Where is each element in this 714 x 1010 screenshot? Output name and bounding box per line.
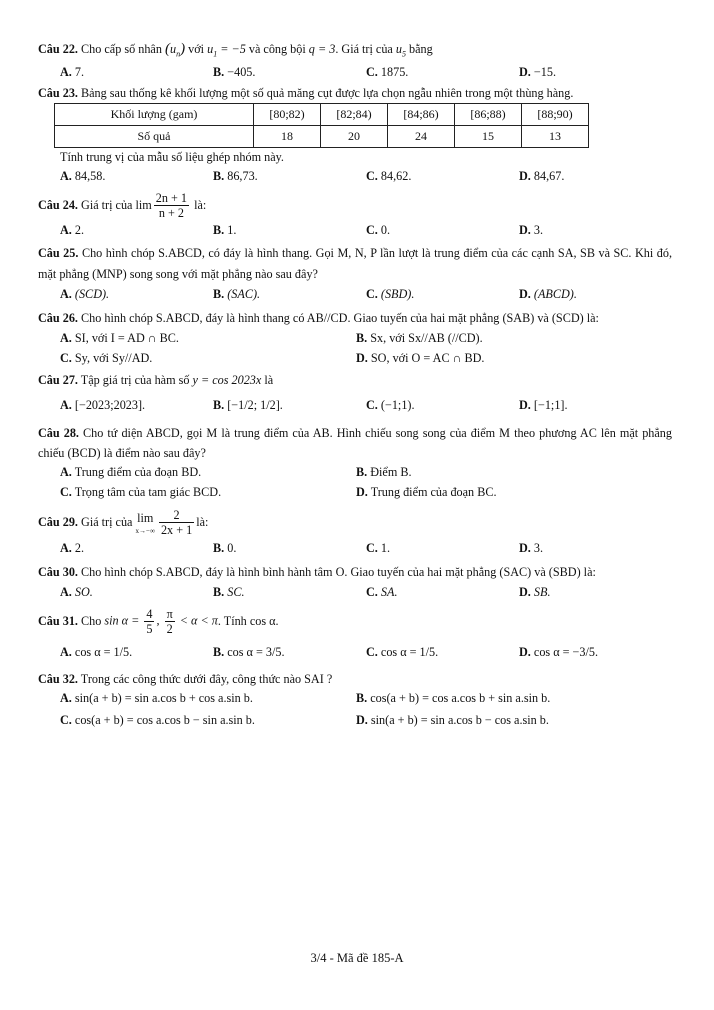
limit-operator: lim x→−∞ xyxy=(135,511,155,536)
option-c[interactable]: C. (SBD). xyxy=(366,287,415,302)
question-text: Trong các công thức dưới đây, công thức nào SAI ? xyxy=(80,672,333,687)
answer-options xyxy=(38,285,672,304)
option-d[interactable]: D. SO, với O = AC ∩ BD. xyxy=(356,351,485,366)
option-d[interactable]: D. 3. xyxy=(519,223,544,238)
question-text: . Giá trị của xyxy=(335,42,393,56)
option-c[interactable]: C. Trọng tâm của tam giác BCD. xyxy=(60,485,222,500)
frequency-table xyxy=(54,103,589,148)
option-b[interactable]: B. 1. xyxy=(213,223,237,238)
option-c[interactable]: C. cos α = 1/5. xyxy=(366,644,439,659)
option-c[interactable]: C. SA. xyxy=(366,585,398,600)
question-text: Cho hình chóp S.ABCD, đáy là hình thang có AB//CD. Giao tuyến của hai mặt phẳng (SAB) và (SCD) là: xyxy=(81,311,599,326)
question-label: Câu 22. xyxy=(38,42,78,56)
function-expression: y = cos 2023x xyxy=(192,373,262,388)
question-text: là: xyxy=(194,197,207,212)
question-label: Câu 30. xyxy=(38,565,78,580)
question-label: Câu 27. xyxy=(38,373,78,388)
option-b[interactable]: B. −405. xyxy=(213,65,256,80)
fraction: $\frac{2}{2x + 1}$ xyxy=(160,507,193,537)
question-label: Câu 28. xyxy=(38,426,79,441)
answer-options xyxy=(38,689,672,730)
option-c[interactable]: C. (−1;1). xyxy=(366,397,415,412)
fraction: $\frac{2n + 1}{n + 2}$ xyxy=(155,190,188,220)
option-a[interactable]: A. SI, với I = AD ∩ BC. xyxy=(60,331,179,346)
option-a[interactable]: A. SO. xyxy=(60,585,93,600)
option-a[interactable]: A. [−2023;2023]. xyxy=(60,397,146,412)
question-30 xyxy=(38,561,672,602)
option-c[interactable]: C. 0. xyxy=(366,223,391,238)
count-cell: 20 xyxy=(321,126,388,148)
question-text: Cho tứ diện ABCD, gọi M là trung điểm của AB. Hình chiếu song song của điểm M theo phương AC lên mặt phẳng chiếu (BCD) là điểm nào sau đây? xyxy=(38,426,672,461)
answer-options xyxy=(38,463,672,502)
count-cell: 15 xyxy=(455,126,522,148)
question-28 xyxy=(38,423,672,502)
question-22 xyxy=(38,40,672,82)
option-d[interactable]: D. cos α = −3/5. xyxy=(519,644,599,659)
option-d[interactable]: D. SB. xyxy=(519,585,551,600)
option-d[interactable]: D. Trung điểm của đoạn BC. xyxy=(356,485,497,500)
interval-cell: [84;86) xyxy=(388,104,455,126)
option-a[interactable]: A. 7. xyxy=(60,65,85,80)
table-header-cell: Khối lượng (gam) xyxy=(55,104,254,126)
count-cell: 13 xyxy=(522,126,589,148)
option-a[interactable]: A. sin(a + b) = sin a.cos b + cos a.sin b. xyxy=(60,691,253,706)
interval-cell: [88;90) xyxy=(522,104,589,126)
question-27 xyxy=(38,371,672,420)
exam-page xyxy=(38,40,672,733)
interval-cell: [80;82) xyxy=(254,104,321,126)
option-d[interactable]: D. −15. xyxy=(519,65,557,80)
option-a[interactable]: A. 2. xyxy=(60,541,85,556)
question-label: Câu 23. xyxy=(38,86,78,101)
answer-options xyxy=(38,63,672,82)
option-c[interactable]: C. cos(a + b) = cos a.cos b − sin a.sin b. xyxy=(60,713,255,728)
option-a[interactable]: A. (SCD). xyxy=(60,287,110,302)
option-b[interactable]: B. 86,73. xyxy=(213,169,258,184)
option-c[interactable]: C. 1875. xyxy=(366,65,409,80)
question-label: Câu 29. xyxy=(38,514,78,529)
question-text: Cho hình chóp S.ABCD, có đáy là hình thang. Gọi M, N, P lần lượt là trung điểm của các cạnh SA, SB và SC. Khi đó, mặt phẳng (MNP) song song với mặt phẳng nào sau đây? xyxy=(38,246,672,282)
question-label: Câu 32. xyxy=(38,672,78,687)
option-b[interactable]: B. cos α = 3/5. xyxy=(213,644,285,659)
page-footer: 3/4 - Mã đề 185-A xyxy=(310,951,404,965)
option-b[interactable]: B. cos(a + b) = cos a.cos b + sin a.sin b. xyxy=(356,691,551,706)
question-text: bằng xyxy=(409,42,433,56)
option-a[interactable]: A. cos α = 1/5. xyxy=(60,644,133,659)
answer-options xyxy=(38,637,672,667)
option-b[interactable]: B. (SAC). xyxy=(213,287,261,302)
option-d[interactable]: D. 3. xyxy=(519,541,544,556)
option-d[interactable]: D. [−1;1]. xyxy=(519,397,568,412)
question-23 xyxy=(38,85,672,186)
table-header-cell: Số quả xyxy=(55,126,254,148)
answer-options xyxy=(38,583,672,602)
question-32 xyxy=(38,670,672,730)
option-b[interactable]: B. [−1/2; 1/2]. xyxy=(213,397,283,412)
answer-options xyxy=(38,329,672,368)
interval-cell: [86;88) xyxy=(455,104,522,126)
count-cell: 24 xyxy=(388,126,455,148)
question-25 xyxy=(38,243,672,304)
answer-options xyxy=(38,221,672,240)
table-row xyxy=(55,126,589,148)
option-c[interactable]: C. 84,62. xyxy=(366,169,412,184)
question-text: Cho hình chóp S.ABCD, đáy là hình bình hành tâm O. Giao tuyến của hai mặt phẳng (SAC) và (SBD) là: xyxy=(81,565,596,580)
question-label: Câu 25. xyxy=(38,246,79,261)
question-26 xyxy=(38,307,672,368)
question-label: Câu 31. xyxy=(38,613,78,628)
question-31 xyxy=(38,605,672,667)
question-text: Cho cấp số nhân xyxy=(81,42,162,56)
answer-options xyxy=(38,390,672,420)
option-d[interactable]: D. 84,67. xyxy=(519,169,565,184)
option-c[interactable]: C. 1. xyxy=(366,541,391,556)
question-text: Giá trị của xyxy=(81,197,133,212)
question-text: . Tính cos α. xyxy=(217,613,279,628)
option-a[interactable]: A. 2. xyxy=(60,223,85,238)
question-text: Cho xyxy=(81,613,102,628)
question-text: với xyxy=(188,42,205,56)
first-term: $u_1 = -5$ xyxy=(207,42,246,59)
question-text: là xyxy=(264,373,274,388)
option-d[interactable]: D. (ABCD). xyxy=(519,287,577,302)
question-24 xyxy=(38,189,672,240)
option-b[interactable]: B. 0. xyxy=(213,541,237,556)
option-a[interactable]: A. 84,58. xyxy=(60,169,106,184)
limit-operator: lim xyxy=(135,197,152,212)
sequence-symbol: $(u_n)$ xyxy=(164,41,186,59)
question-29 xyxy=(38,505,672,558)
question-text: là: xyxy=(196,514,209,529)
given-condition: sin α = $\frac{4}{5}$ , $\frac{\pi}{2}$ < α < π xyxy=(104,606,218,636)
option-b[interactable]: B. Điểm B. xyxy=(356,465,412,480)
question-text: Bảng sau thống kê khối lượng một số quả măng cụt được lựa chọn ngẫu nhiên trong một thùng hàng. xyxy=(81,86,574,101)
option-a[interactable]: A. Trung điểm của đoạn BD. xyxy=(60,465,202,480)
option-c[interactable]: C. Sy, với Sy//AD. xyxy=(60,351,153,366)
question-label: Câu 24. xyxy=(38,197,78,212)
option-b[interactable]: B. SC. xyxy=(213,585,245,600)
question-text: Giá trị của xyxy=(81,514,133,529)
question-text: và công bội xyxy=(248,42,306,56)
interval-cell: [82;84) xyxy=(321,104,388,126)
answer-options xyxy=(38,167,672,186)
option-d[interactable]: D. sin(a + b) = sin a.cos b − cos a.sin b. xyxy=(356,713,549,728)
target-term: $u_5$ xyxy=(395,42,406,59)
question-task: Tính trung vị của mẫu số liệu ghép nhóm này. xyxy=(60,150,284,165)
count-cell: 18 xyxy=(254,126,321,148)
common-ratio: q = 3 xyxy=(308,42,336,56)
question-text: Tập giá trị của hàm số xyxy=(80,373,190,388)
table-row xyxy=(55,104,589,126)
answer-options xyxy=(38,539,672,558)
option-b[interactable]: B. Sx, với Sx//AB (//CD). xyxy=(356,331,483,346)
question-label: Câu 26. xyxy=(38,311,78,326)
